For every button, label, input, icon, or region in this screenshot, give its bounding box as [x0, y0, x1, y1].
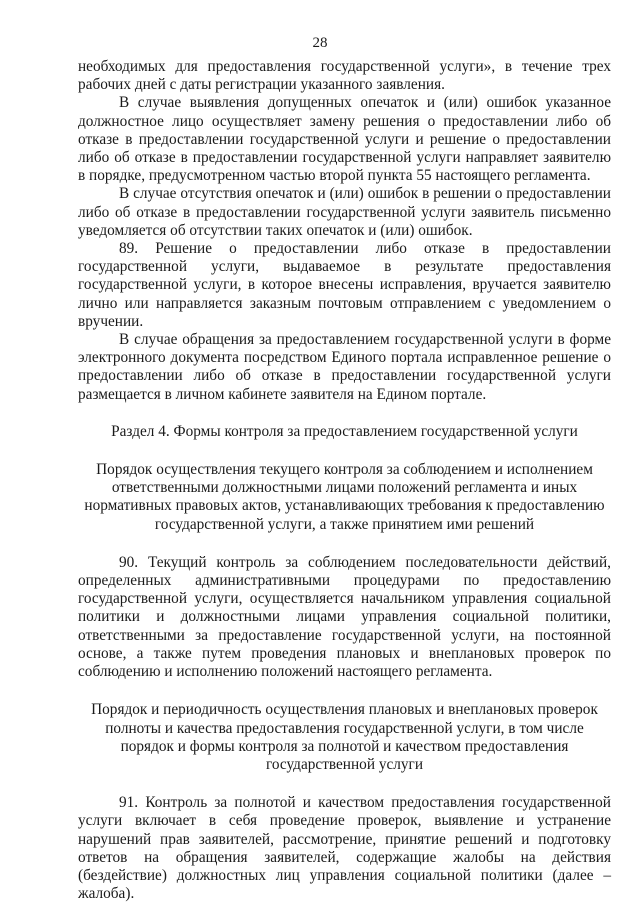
page-number: 28: [312, 35, 328, 51]
paragraph-no-typos: В случае отсутствия опечаток и (или) ошибок в решении о предоставлении либо об отказе в предоставлении государственной услуги заявитель письменно уведомляется об отсутствии таких опечаток и (или) ошибок.: [78, 185, 611, 239]
subheading-inspections: Порядок и периодичность осуществления плановых и внеплановых проверок полноты и качества предоставления государственной услуги, в том числе порядок и формы контроля за полнотой и качеством предоставления государственной услуги: [91, 701, 598, 773]
paragraph-item-90: 90. Текущий контроль за соблюдением последовательности действий, определенных административными процедурами по предоставлению государственной услуги, осуществляется начальником управления социальной политики и должностными лицами управления социальной политики, ответственными за предоставление государственной услуги, на постоянной основе, а также путем проведения плановых и внеплановых проверок по соблюдению и исполнению положений настоящего регламента.: [78, 553, 611, 681]
subheading-current-control: Порядок осуществления текущего контроля за соблюдением и исполнением ответственными должностными лицами положений регламента и иных нормативных правовых актов, устанавливающих требования к предоставлению государственной услуги, а также принятием ими решений: [84, 461, 605, 533]
paragraph-typo-correction: В случае выявления допущенных опечаток и (или) ошибок указанное должностное лицо осуществляет замену решения о предоставлении либо об отказе в предоставлении государственной услуги и решение о предоставлении либо об отказе в предоставлении государственной услуги направляет заявителю в порядке, предусмотренном частью второй пункта 55 настоящего регламента.: [78, 94, 611, 185]
paragraph-item-89: 89. Решение о предоставлении либо отказе в предоставлении государственной услуги, выдаваемое в результате предоставления государственной услуги, в которое внесены исправления, вручается заявителю лично или направляется заказным почтовым отправлением с уведомлением о вручении.: [78, 240, 611, 330]
section-4-title: Раздел 4. Формы контроля за предоставлением государственной услуги: [111, 422, 578, 440]
document-body: [78, 58, 611, 903]
paragraph-item-91: 91. Контроль за полнотой и качеством предоставления государственной услуги включает в себя проведение проверок, выявление и устранение нарушений прав заявителей, рассмотрение, принятие решений и подготовку ответов на обращения заявителей, содержащие жалобы на действия (бездействие) должностных лиц управления социальной политики (далее – жалоба).: [78, 794, 611, 903]
paragraph-continuation: необходимых для предоставления государственной услуги», в течение трех рабочих дней с даты регистрации указанного заявления.: [78, 58, 611, 94]
paragraph-electronic-request: В случае обращения за предоставлением государственной услуги в форме электронного документа посредством Единого портала исправленное решение о предоставлении либо об отказе в предоставлении государственной услуги размещается в личном кабинете заявителя на Едином портале.: [78, 331, 611, 403]
